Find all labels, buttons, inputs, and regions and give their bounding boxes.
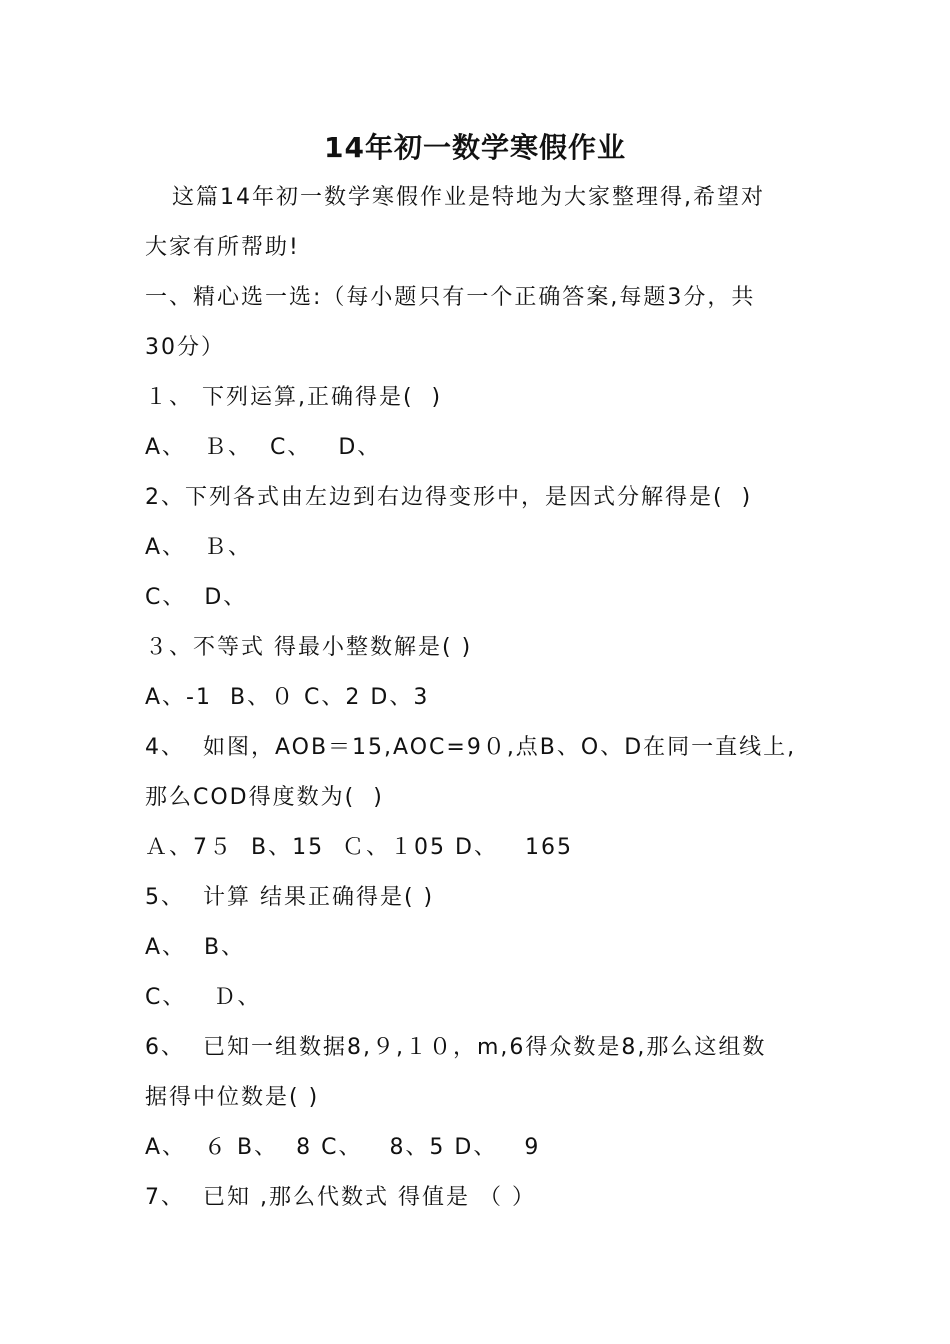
question-1-options: A、 Ｂ、 C、 D、 bbox=[145, 435, 382, 460]
section-heading-line-1: 一、精心选一选:（每小题只有一个正确答案,每题3分，共 bbox=[145, 285, 756, 310]
question-6-options: A、 ６ B、 8 C、 8、5 D、 9 bbox=[145, 1135, 541, 1160]
question-5: 5、 计算 结果正确得是( ) bbox=[145, 885, 435, 910]
question-3-options: A、-1 B、０ C、2 D、3 bbox=[145, 685, 430, 710]
question-5-options-ab: A、 B、 bbox=[145, 935, 246, 960]
question-6-line-2: 据得中位数是( ) bbox=[145, 1085, 320, 1110]
document-title: 14年初一数学寒假作业 bbox=[324, 131, 626, 164]
question-5-options-cd: C、 Ｄ、 bbox=[145, 985, 262, 1010]
question-1: １、 下列运算,正确得是( ) bbox=[145, 385, 443, 410]
question-4-line-1: 4、 如图，AOB＝15,AOC=9０,点B、O、D在同一直线上, bbox=[145, 735, 797, 760]
question-2-options-cd: C、 D、 bbox=[145, 585, 248, 610]
question-7: 7、 已知 ,那么代数式 得值是 （ ） bbox=[145, 1185, 536, 1210]
section-heading-line-2: 30分） bbox=[145, 335, 225, 360]
question-2-options-ab: A、 Ｂ、 bbox=[145, 535, 253, 560]
question-6-line-1: 6、 已知一组数据8,９,１０，m,6得众数是8,那么这组数 bbox=[145, 1035, 767, 1060]
intro-line-1: 这篇14年初一数学寒假作业是特地为大家整理得,希望对 bbox=[172, 185, 765, 210]
intro-line-2: 大家有所帮助! bbox=[145, 235, 300, 260]
question-4-options: Ａ、7５ B、15 Ｃ、１05 D、 165 bbox=[145, 835, 573, 860]
question-2: 2、下列各式由左边到右边得变形中，是因式分解得是( ) bbox=[145, 485, 753, 510]
question-3: ３、不等式 得最小整数解是( ) bbox=[145, 635, 473, 660]
question-4-line-2: 那么COD得度数为( ) bbox=[145, 785, 384, 810]
